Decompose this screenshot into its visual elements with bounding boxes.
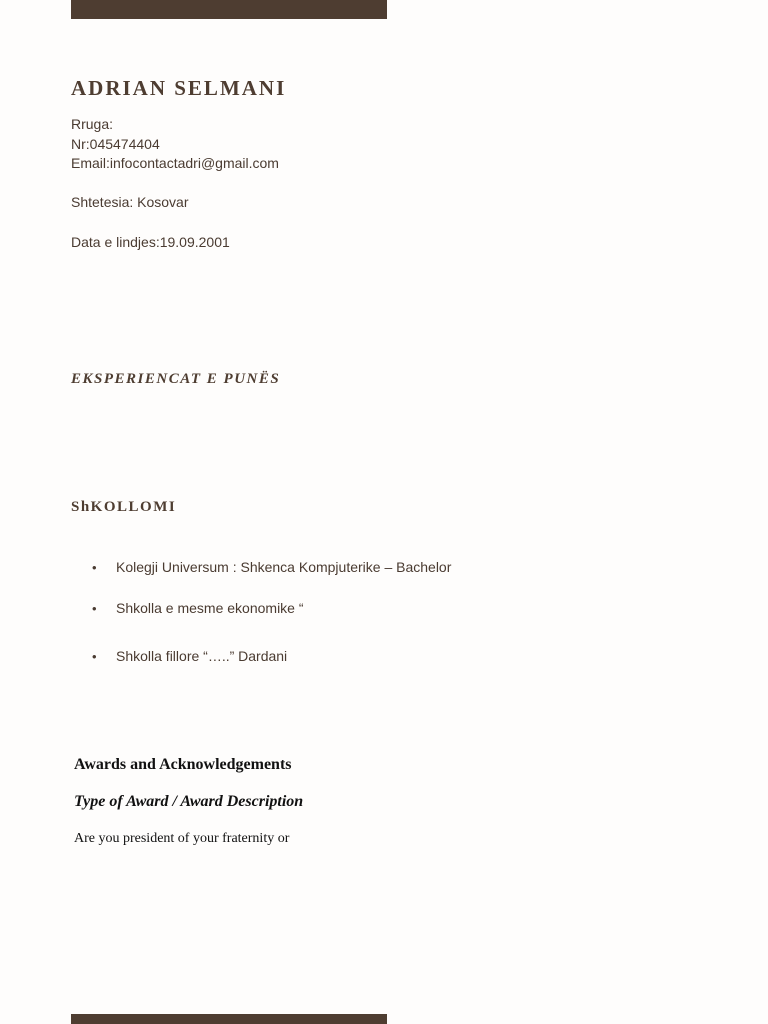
birth-date-line: Data e lindjes:19.09.2001 [71,233,230,250]
top-accent-bar [71,0,387,19]
street-line: Rruga: [71,116,114,132]
bullet-icon: • [92,601,97,616]
citizenship-line: Shtetesia: Kosovar [71,194,189,211]
bullet-icon: • [92,560,97,575]
email-line: Email:infocontactadri@gmail.com [71,155,279,172]
contact-block [71,115,279,252]
list-item [92,600,304,616]
contact-spacer [71,174,279,194]
school-name: Shkolla fillore “…..” Dardani [116,648,288,664]
person-name: ADRIAN SELMANI [71,76,287,100]
list-item [92,648,287,664]
award-description: Are you president of your fraternity or [74,831,290,846]
contact-spacer [71,213,279,233]
school-name: Kolegji Universum : Shkenca Kompjuterike – Bachelor [116,559,452,575]
award-type-heading: Type of Award / Award Description [74,793,304,810]
experience-section-title: EKSPERIENCAT E PUNËS [71,371,281,387]
bottom-accent-bar [71,1014,387,1024]
awards-section-title: Awards and Acknowledgements [74,756,292,773]
school-name: Shkolla e mesme ekonomike “ [116,600,304,616]
phone-line: Nr:045474404 [71,135,160,152]
list-item [92,559,451,575]
bullet-icon: • [92,649,97,664]
education-section-title: ShKOLLOMI [71,499,177,515]
